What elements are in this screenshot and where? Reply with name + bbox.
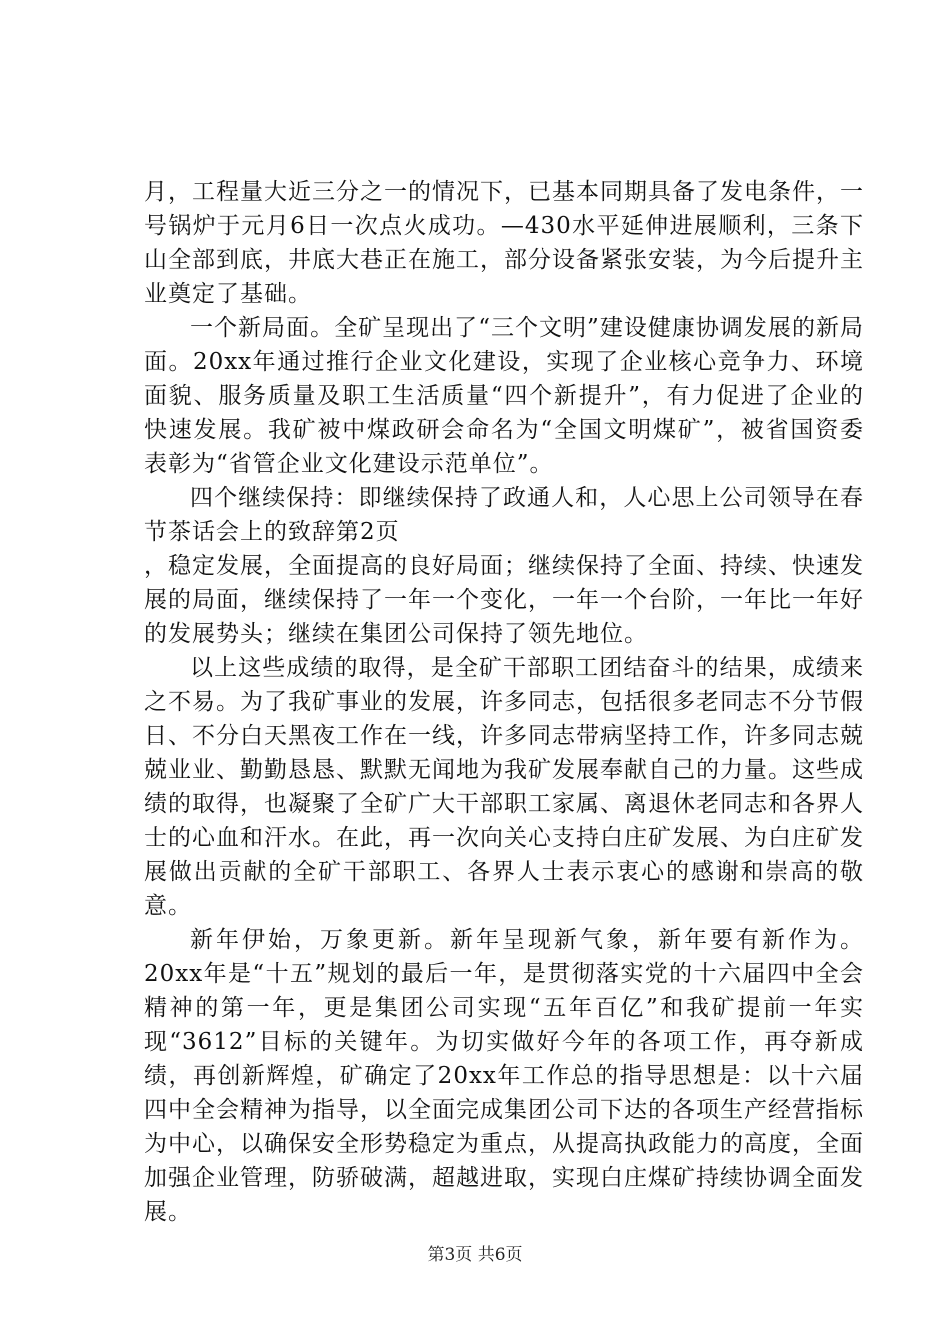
paragraph-four-continuations-cont: ，稳定发展，全面提高的良好局面；继续保持了全面、持续、快速发展的局面，继续保持了一年一个变化，一年一个台阶，一年比一年好的发展势头；继续在集团公司保持了领先地位。 — [144, 553, 864, 647]
paragraph-four-continuations: 四个继续保持：即继续保持了政通人和，人心思上公司领导在春节茶话会上的致辞第2页 — [144, 485, 864, 545]
paragraph-new-year: 新年伊始，万象更新。新年呈现新气象，新年要有新作为。20xx年是“十五”规划的最后一年，是贯彻落实党的十六届四中全会精神的第一年，更是集团公司实现“五年百亿”和我矿提前一年实现“3612”目标的关键年。为切实做好今年的各项工作，再夺新成绩，再创新辉煌，矿确定了20xx年工作总的指导思想是：以十六届四中全会精神为指导，以全面完成集团公司下达的各项生产经营指标为中心，以确保安全形势稳定为重点，从提高执政能力的高度，全面加强企业管理，防骄破满，超越进取，实现白庄煤矿持续协调全面发展。 — [144, 927, 864, 1225]
paragraph-continuation: 月，工程量大近三分之一的情况下，已基本同期具备了发电条件，一号锅炉于元月6日一次点火成功。—430水平延伸进展顺利，三条下山全部到底，井底大巷正在施工，部分设备紧张安装，为今后提升主业奠定了基础。 — [144, 179, 864, 307]
paragraph-achievements: 以上这些成绩的取得，是全矿干部职工团结奋斗的结果，成绩来之不易。为了我矿事业的发展，许多同志，包括很多老同志不分节假日、不分白天黑夜工作在一线，许多同志带病坚持工作，许多同志兢兢业业、勤勤恳恳、默默无闻地为我矿发展奉献自己的力量。这些成绩的取得，也凝聚了全矿广大干部职工家属、离退休老同志和各界人士的心血和汗水。在此，再一次向关心支持白庄矿发展、为白庄矿发展做出贡献的全矿干部职工、各界人士表示衷心的感谢和崇高的敬意。 — [144, 655, 864, 919]
paragraph-new-situation: 一个新局面。全矿呈现出了“三个文明”建设健康协调发展的新局面。20xx年通过推行企业文化建设，实现了企业核心竞争力、环境面貌、服务质量及职工生活质量“四个新提升”，有力促进了企业的快速发展。我矿被中煤政研会命名为“全国文明煤矿”，被省国资委表彰为“省管企业文化建设示范单位”。 — [144, 315, 864, 477]
page-number-footer: 第3页 共6页 — [427, 1245, 523, 1265]
document-body — [144, 175, 864, 1229]
